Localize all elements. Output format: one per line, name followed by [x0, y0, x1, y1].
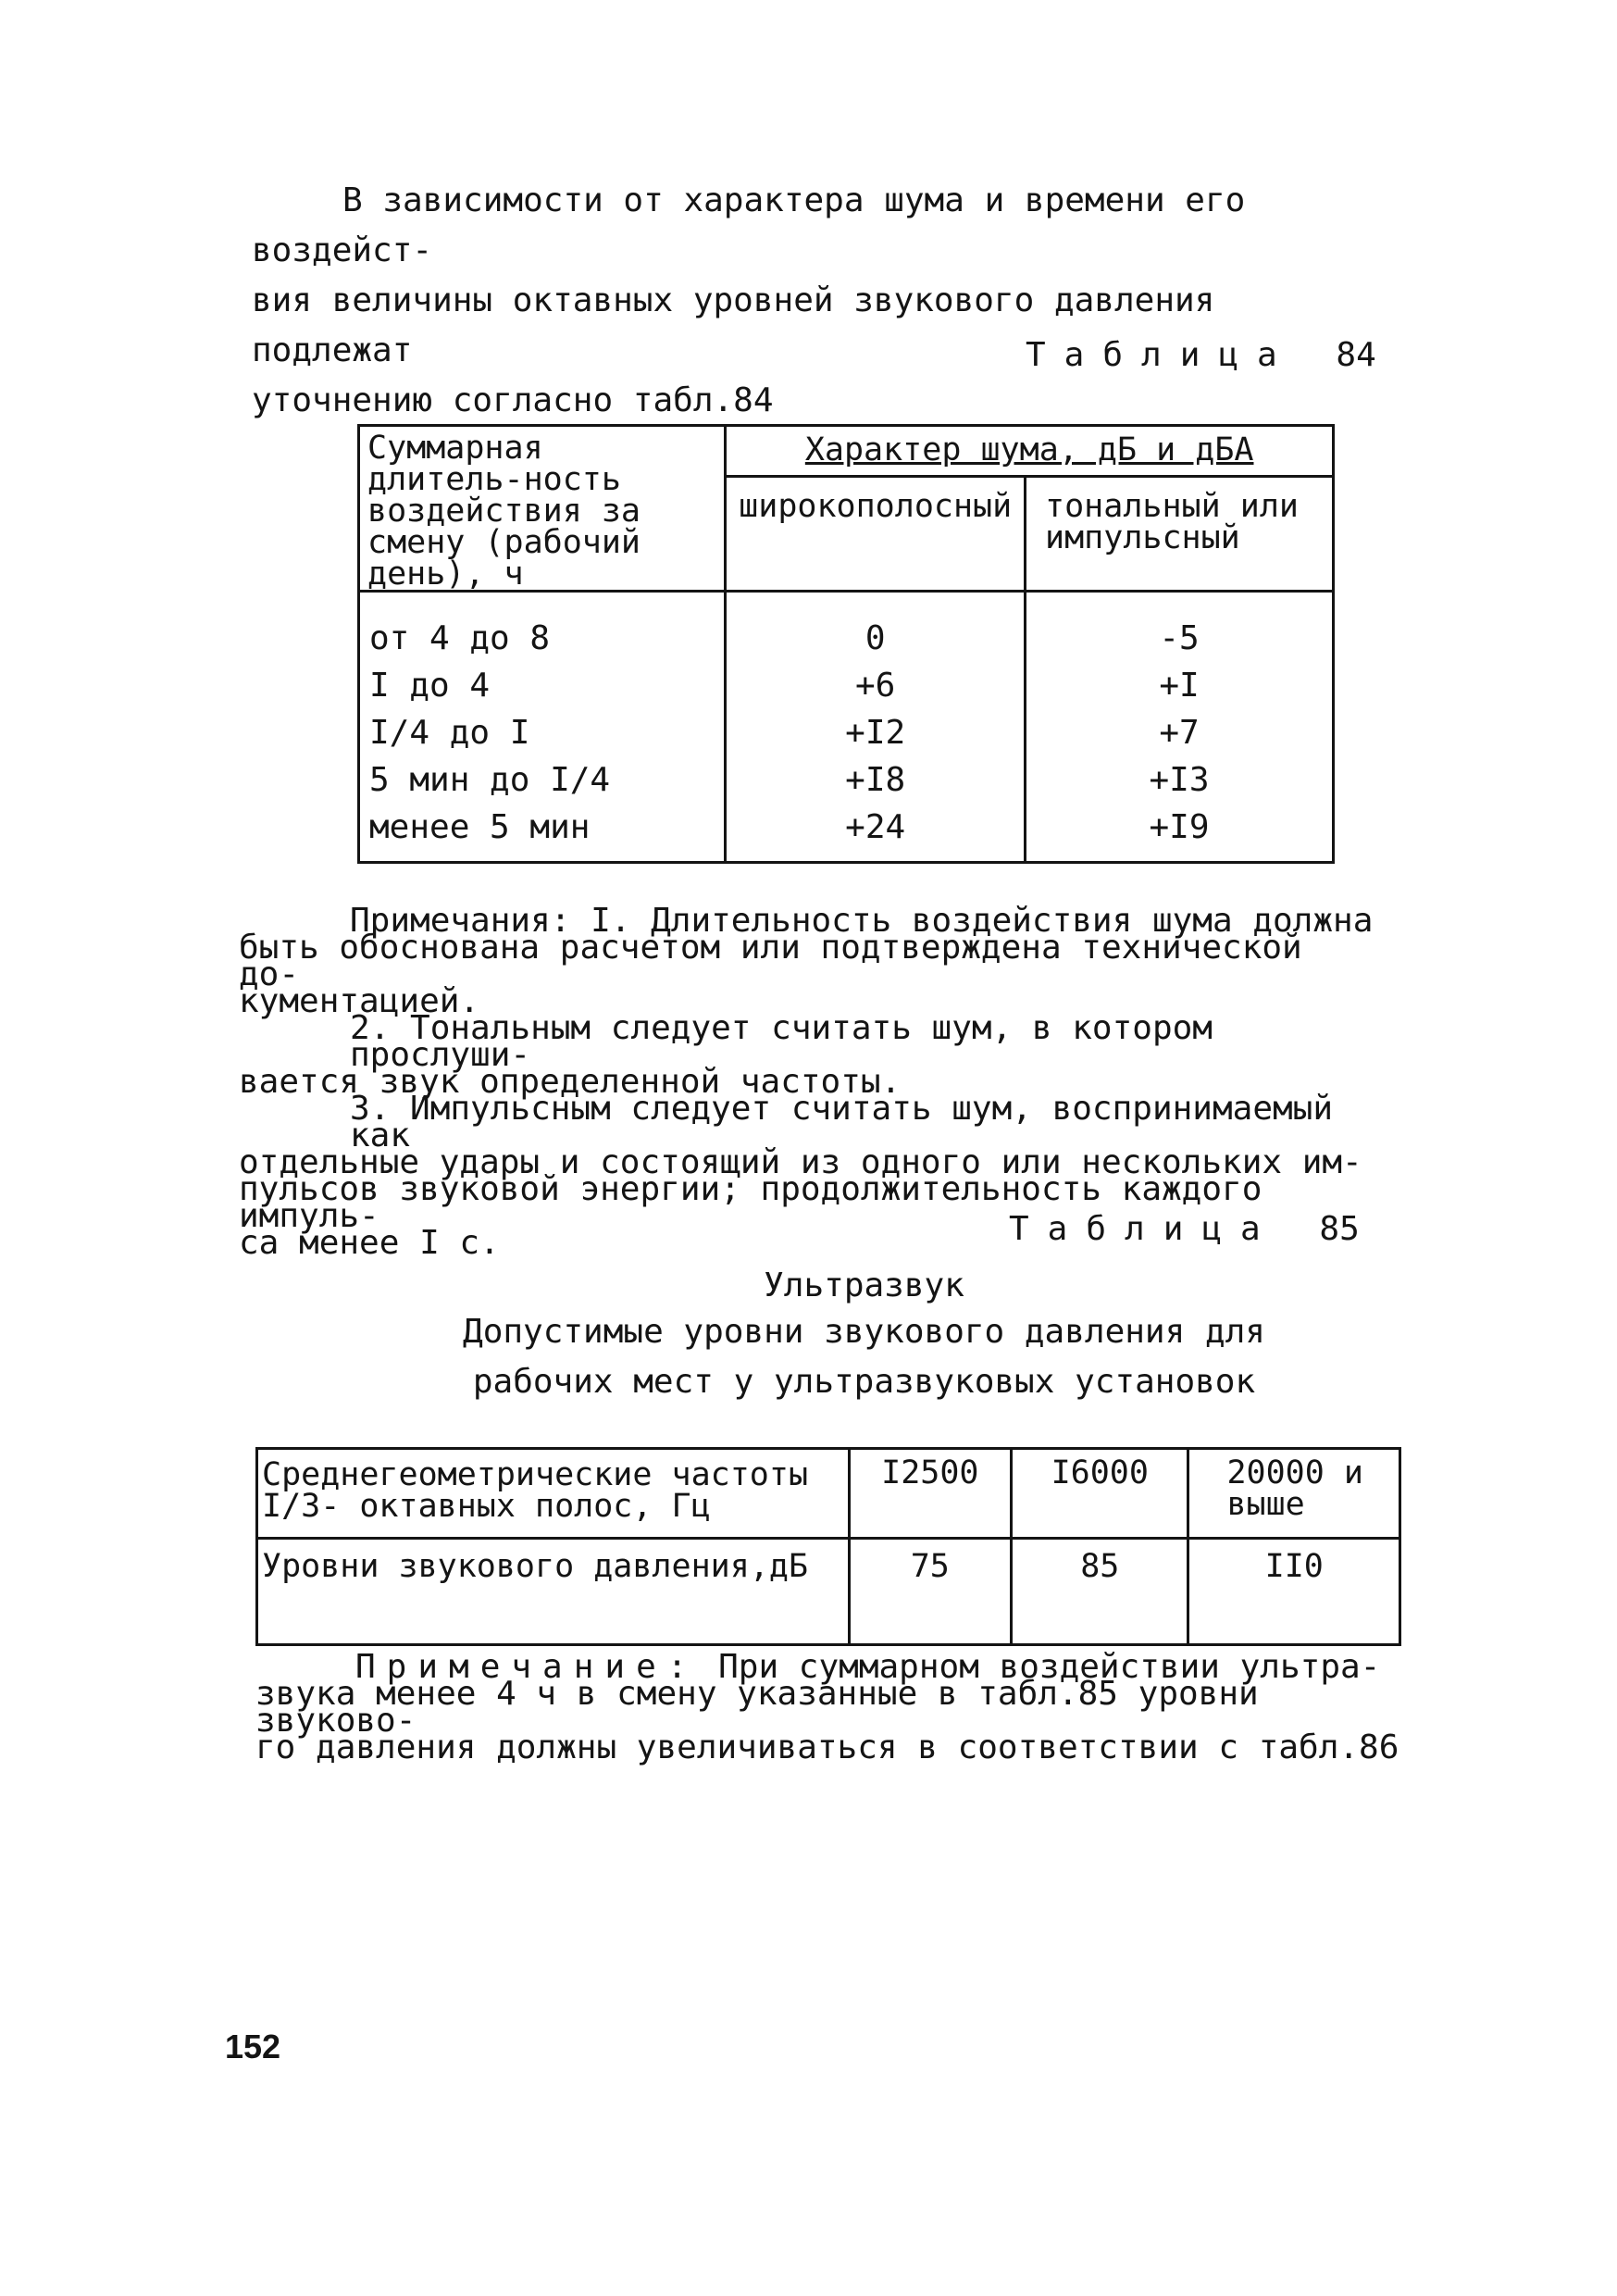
note-3-line-1: 3. Импульсным следует считать шум, воспринимаемый как	[350, 1090, 1334, 1154]
intro-line-2: вия величины октавных уровней звукового давления подлежат	[252, 281, 1215, 369]
table85-subtitle-line-2: рабочих мест у ультразвуковых установок	[472, 1363, 1256, 1401]
tonal-value-2: +I	[1159, 667, 1200, 705]
table84-caption	[1026, 333, 1376, 378]
table85-freq-cell-3	[1188, 1449, 1400, 1539]
table85-level-cell-1	[849, 1539, 1012, 1645]
note-1-line-2: быть обоснована расчетом или подтверждена технической до-	[239, 929, 1302, 993]
tonal-value-4: +I3	[1149, 761, 1210, 799]
broadband-value-5: +24	[845, 808, 906, 846]
table85-note-line-2: звука менее 4 ч в смену указанные в табл.85 уровни звуково-	[255, 1675, 1259, 1740]
table85-title: Ультразвук	[764, 1267, 964, 1304]
note-3-line-3: пульсов звуковой энергии; продолжительность каждого импуль-	[239, 1170, 1263, 1235]
duration-row-4: 5 мин до I/4	[369, 761, 611, 799]
table85-note-line-3: го давления должны увеличиваться в соответствии с табл.86	[255, 1728, 1399, 1766]
tonal-value-1: -5	[1159, 619, 1200, 657]
table84-col2-header-cell	[1026, 477, 1334, 592]
duration-row-1: от 4 до 8	[369, 619, 551, 657]
duration-row-2: I до 4	[369, 667, 491, 705]
tonal-value-5: +I9	[1149, 808, 1210, 846]
table85-level-1: 75	[910, 1548, 950, 1585]
table-84	[357, 424, 1335, 864]
table85-caption	[1009, 1207, 1360, 1252]
note-1-line-1: Примечания: I. Длительность воздействия шума должна	[350, 902, 1374, 940]
note-3-line-2: отдельные удары и состоящий из одного или нескольких им-	[239, 1143, 1362, 1181]
note-2-line-2: вается звук определенной частоты.	[239, 1063, 902, 1101]
table84-notes	[239, 902, 1377, 1262]
table-85	[255, 1447, 1401, 1646]
table84-group-header: Характер шума, дБ и дБА	[804, 431, 1254, 468]
table85-level-label: Уровни звукового давления,дБ	[262, 1548, 809, 1585]
table85-note-line-1: При суммарном воздействии ультра-	[718, 1648, 1381, 1686]
table84-broadband-cell	[726, 592, 1026, 863]
note-3-line-4: са менее I с.	[239, 1224, 500, 1262]
table85-level-2: 85	[1080, 1548, 1120, 1585]
intro-paragraph	[252, 176, 1381, 426]
table85-freq-3: 20000 и выше	[1226, 1454, 1363, 1523]
table85-caption-word: Таблица	[1009, 1210, 1279, 1248]
table85-level-cell-2	[1012, 1539, 1188, 1645]
intro-line-1: В зависимости от характера шума и времени его воздейст-	[252, 181, 1246, 269]
table85-freq-cell-1	[849, 1449, 1012, 1539]
table85-level-label-cell	[257, 1539, 850, 1645]
table85-caption-number: 85	[1319, 1210, 1360, 1248]
broadband-value-2: +6	[855, 667, 896, 705]
table85-level-cell-3	[1188, 1539, 1400, 1645]
table84-row-header: Суммарная длитель-ность воздействия за смену (рабочий день), ч	[367, 430, 641, 593]
note-2-line-1: 2. Тональным следует считать шум, в котором прослуши-	[350, 1009, 1213, 1074]
table84-col2-header: тональный или импульсный	[1045, 488, 1299, 557]
note-1-line-3: кументацией.	[239, 982, 480, 1020]
table84-group-header-cell	[726, 426, 1334, 477]
page-number: 152	[225, 2028, 281, 2065]
table85-freq-1: I2500	[881, 1454, 979, 1491]
broadband-value-3: +I2	[845, 714, 906, 752]
intro-line-3: уточнению согласно табл.84	[252, 381, 774, 419]
table85-freq-label-cell	[257, 1449, 850, 1539]
table85-note	[255, 1648, 1403, 1766]
broadband-value-4: +I8	[845, 761, 906, 799]
table84-col1-header-cell	[726, 477, 1026, 592]
table85-freq-label: Среднегеометрические частоты I/3- октавных полос, Гц	[262, 1456, 809, 1525]
duration-row-5: менее 5 мин	[369, 808, 591, 846]
table85-freq-2: I6000	[1051, 1454, 1149, 1491]
table84-row-header-cell	[359, 426, 726, 592]
table84-tonal-cell	[1026, 592, 1334, 863]
table84-col1-header: широкополосный	[739, 488, 1013, 526]
table85-subtitle-line-1: Допустимые уровни звукового давления для	[463, 1313, 1265, 1351]
table84-caption-word: Таблица	[1026, 336, 1296, 374]
table84-caption-number: 84	[1336, 336, 1376, 374]
duration-row-3: I/4 до I	[369, 714, 530, 752]
table85-freq-cell-2	[1012, 1449, 1188, 1539]
table85-note-label: Примечание:	[355, 1648, 699, 1686]
table84-durations-cell	[359, 592, 726, 863]
table85-level-3: II0	[1264, 1548, 1324, 1585]
tonal-value-3: +7	[1159, 714, 1200, 752]
broadband-value-1: 0	[864, 619, 886, 657]
